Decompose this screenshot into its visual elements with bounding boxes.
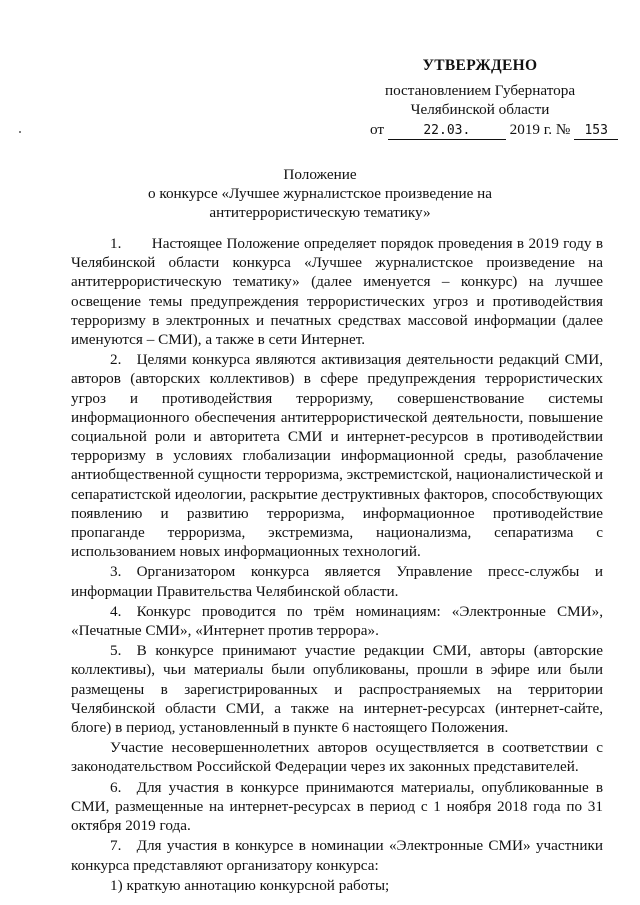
document-body bbox=[71, 234, 603, 896]
date-prefix: от bbox=[370, 120, 385, 138]
paragraph-7: 7. Для участия в конкурсе в номинации «Электронные СМИ» участники конкурса представляют организатору конкурса: bbox=[71, 837, 603, 874]
approval-block bbox=[360, 56, 608, 140]
approval-line-1: постановлением Губернатора bbox=[384, 82, 576, 100]
date-value: 22.03. bbox=[423, 122, 471, 138]
scan-speck bbox=[19, 131, 21, 133]
number-field bbox=[574, 122, 618, 140]
document-heading bbox=[0, 165, 640, 222]
date-field bbox=[388, 122, 506, 140]
paragraph-4: 4. Конкурс проводится по трём номинациям: «Электронные СМИ», «Печатные СМИ», «Интернет против террора». bbox=[71, 602, 603, 640]
list-item-1: 1) краткую аннотацию конкурсной работы; bbox=[110, 876, 390, 894]
heading-line-2: о конкурсе «Лучшее журналистское произведение на bbox=[147, 185, 493, 202]
paragraph-5: 5. В конкурсе принимают участие редакции СМИ, авторы (авторские коллективы), чьи материалы были опубликованы, прошли в эфире или были размещены в зарегистрированных и распространяемых на территории Челябинской области СМИ, а также на интернет-ресурсах (интернет-сайте, блоге) в период, установленный в пункте 6 настоящего Положения. bbox=[71, 642, 603, 737]
number-value: 153 bbox=[584, 122, 608, 138]
approval-date-line bbox=[360, 120, 608, 140]
heading-line-3: антитеррористическую тематику» bbox=[209, 204, 431, 221]
paragraph-3: 3. Организатором конкурса является Управление пресс-службы и информации Правительства Челябинской области. bbox=[71, 563, 603, 600]
year-text: 2019 г. № bbox=[509, 120, 571, 138]
paragraph-5-note: Участие несовершеннолетних авторов осуществляется в соответствии с законодательством Российской Федерации через их законных представителей. bbox=[71, 739, 603, 776]
approval-line-2: Челябинской области bbox=[410, 101, 550, 119]
paragraph-2: 2. Целями конкурса являются активизация деятельности редакций СМИ, авторов (авторских коллективов) в сфере предупреждения террористических угроз и противодействия терроризму, совершенствование системы информационного обеспечения антитеррористической деятельности, повышение социальной роли и авторитета СМИ и интернет-ресурсов в противодействии терроризму в условиях глобализации информационной среды, разоблачение антиобщественной сущности терроризма, экстремистской, националистической и сепаратистской идеологии, раскрытие деструктивных факторов, способствующих появлению и развитию терроризма, информационное противодействие пропаганде терроризма, экстремизма, национализма, сепаратизма с использованием новых информационных технологий. bbox=[71, 351, 603, 561]
approval-title: УТВЕРЖДЕНО bbox=[422, 57, 538, 74]
heading-line-1: Положение bbox=[283, 166, 357, 183]
paragraph-6: 6. Для участия в конкурсе принимаются материалы, опубликованные в СМИ, размещенные на интернет-ресурсах в период с 1 ноября 2018 года по 31 октября 2019 года. bbox=[71, 778, 603, 835]
paragraph-1: 1. Настоящее Положение определяет порядок проведения в 2019 году в Челябинской области конкурса «Лучшее журналистское произведение на антитеррористическую тематику» (далее именуется – конкурс) на лучшее освещение темы предупреждения террористических угроз и противодействия терроризму в электронных и печатных средствах массовой информации (далее именуются – СМИ), а также в сети Интернет. bbox=[71, 235, 603, 349]
